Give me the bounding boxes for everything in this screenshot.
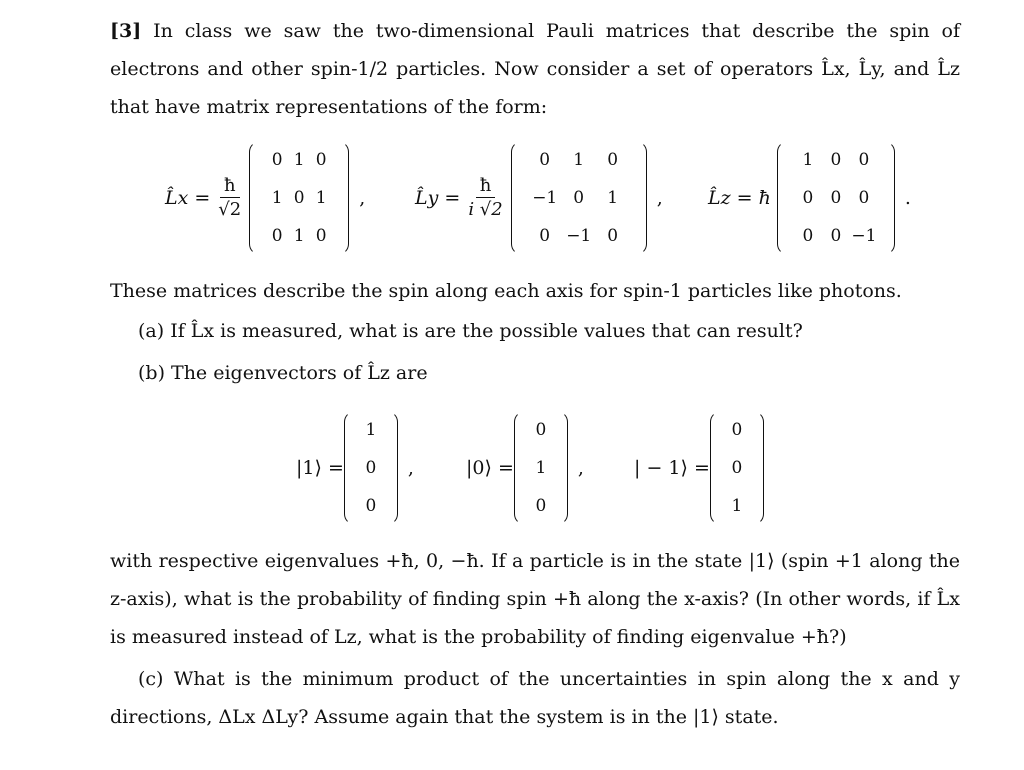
Lz-matrix-right-paren: [884, 141, 895, 255]
eigvec-0-cell: 0: [365, 496, 377, 516]
Lz-matrix-cell: 0: [858, 188, 870, 208]
Lx-prefactor-den: √2: [218, 198, 242, 220]
eigvec-2-cell: 0: [731, 458, 743, 478]
eigvec-2-right-paren: [753, 411, 764, 525]
eigvec-2-cell: 0: [731, 420, 743, 440]
after-matrices-text: These matrices describe the spin along each axis for spin-1 particles like photons.: [110, 280, 902, 302]
Lx-matrix-grid: [260, 141, 338, 255]
Ly-prefactor: [466, 175, 504, 222]
eigvec-2-grid: [721, 411, 753, 525]
eigvec-0-label: |0⟩ =: [466, 457, 514, 479]
Lx-matrix-cell: 0: [315, 150, 327, 170]
Lz-matrix-cell: 0: [830, 226, 842, 246]
Lz-matrix-cell: 0: [802, 188, 814, 208]
Lz-matrix-cell: 1: [802, 150, 814, 170]
eigenvector-row: [0, 408, 1024, 528]
eigenvector-1: |1⟩ = 1 0 0 ,: [296, 408, 414, 528]
Ly-matrix-cell: 0: [573, 188, 585, 208]
eigvec-2-left-paren: [710, 411, 721, 525]
matrix-definitions: [0, 138, 1024, 258]
Lz-matrix-left-paren: [777, 141, 788, 255]
eigvec-1-label: |1⟩ =: [296, 457, 344, 479]
Lz-matrix-cell: 0: [830, 188, 842, 208]
Ly-matrix-left-paren: [511, 141, 522, 255]
Lx-matrix-cell: 1: [271, 188, 283, 208]
Ly-prefactor-num: ħ: [476, 175, 496, 198]
eigvec-minus1-vector: [710, 411, 764, 525]
Ly-matrix-cell: −1: [566, 226, 592, 246]
Lz-matrix-cell: 0: [802, 226, 814, 246]
Ly-matrix-cell: 0: [539, 226, 551, 246]
eigvec-1-cell: 1: [535, 458, 547, 478]
Lx-matrix-cell: 1: [315, 188, 327, 208]
eigvec-1-grid: [525, 411, 557, 525]
Lz-matrix-grid: [788, 141, 884, 255]
part-c-text: (c) What is the minimum product of the uncertainties in spin along the x and y directions, ΔLx ΔLy? Assume again that the system is in the |1⟩ state.: [110, 668, 960, 728]
eigvec-0-cell: 1: [365, 420, 377, 440]
Lx-matrix-right-paren: [338, 141, 349, 255]
part-a-text: (a) If L̂x is measured, what is are the possible values that can result?: [138, 320, 803, 342]
Lz-label: L̂z = ħ: [708, 187, 771, 209]
Lx-prefactor: [216, 175, 243, 222]
eigvec-2-cell: 1: [731, 496, 743, 516]
Ly-matrix-cell: 0: [539, 150, 551, 170]
eigenvector-0: |0⟩ = 0 1 0 ,: [466, 408, 584, 528]
Lx-prefactor-num: ħ: [220, 175, 240, 198]
Ly-matrix-cell: 1: [573, 150, 585, 170]
Lx-matrix-cell: 0: [271, 226, 283, 246]
Lx-matrix: [249, 141, 349, 255]
matrix-Lx: L̂x = $\frac{ħ}{√2}$ 0 1 0 1 0 1 0 1 0 ,: [165, 138, 365, 258]
eigvec-minus1-label: | − 1⟩ =: [634, 457, 710, 479]
part-b-intro: (b) The eigenvectors of L̂z are: [138, 362, 428, 384]
eigvec-0-grid: [355, 411, 387, 525]
eigenvector-minus1: [634, 408, 764, 528]
eigvec-1-vector: [344, 411, 398, 525]
eigvec-1-right-paren: [557, 411, 568, 525]
part-b-text: with respective eigenvalues +ħ, 0, −ħ. If a particle is in the state |1⟩ (spin +1 along the z-axis), what is the probability of finding spin +ħ along the x-axis? (In other words, if L̂x is measured instead of Lz, what is the probability of finding eigenvalue +ħ?): [110, 550, 960, 648]
eigvec-0-cell: 0: [365, 458, 377, 478]
Lx-matrix-cell: 0: [293, 188, 305, 208]
Lx-matrix-left-paren: [249, 141, 260, 255]
eigvec-0-right-paren: [387, 411, 398, 525]
Lz-matrix-cell: 0: [830, 150, 842, 170]
Ly-label: L̂y =: [415, 187, 461, 209]
Ly-matrix-cell: −1: [532, 188, 558, 208]
Ly-matrix: [511, 141, 647, 255]
eigvec-1-cell: 0: [535, 420, 547, 440]
Lx-matrix-cell: 0: [271, 150, 283, 170]
Lz-matrix-cell: 0: [858, 150, 870, 170]
Ly-matrix-grid: [522, 141, 636, 255]
Lx-matrix-cell: 1: [293, 150, 305, 170]
problem-number: [3]: [110, 20, 142, 42]
eigvec-1-left-paren: [514, 411, 525, 525]
Ly-prefactor-den: i √2: [468, 198, 503, 220]
Ly-matrix-cell: 0: [607, 226, 619, 246]
Lz-matrix-cell: −1: [851, 226, 877, 246]
Ly-matrix-cell: 1: [607, 188, 619, 208]
eigvec-0-left-paren: [344, 411, 355, 525]
eigvec-1-cell: 0: [535, 496, 547, 516]
matrix-Ly: L̂y = $\frac{ħ}{i √2}$ 0 1 0 −1 0 1 0 −1 0 ,: [415, 138, 663, 258]
Ly-matrix-right-paren: [636, 141, 647, 255]
matrix-Lz: L̂z = ħ 1 0 0 0 0 0 0 0 −1 .: [708, 138, 911, 258]
Lz-matrix: [777, 141, 895, 255]
Lx-label: L̂x =: [165, 187, 211, 209]
Lx-matrix-cell: 0: [315, 226, 327, 246]
eigvec-0-vector: [514, 411, 568, 525]
problem-intro: [110, 12, 960, 126]
Lx-matrix-cell: 1: [293, 226, 305, 246]
Ly-matrix-cell: 0: [607, 150, 619, 170]
intro-text: In class we saw the two-dimensional Pauli matrices that describe the spin of electrons and other spin-1/2 particles. Now consider a set of operators L̂x, L̂y, and L̂z that have matrix representations of the form:: [110, 20, 960, 118]
